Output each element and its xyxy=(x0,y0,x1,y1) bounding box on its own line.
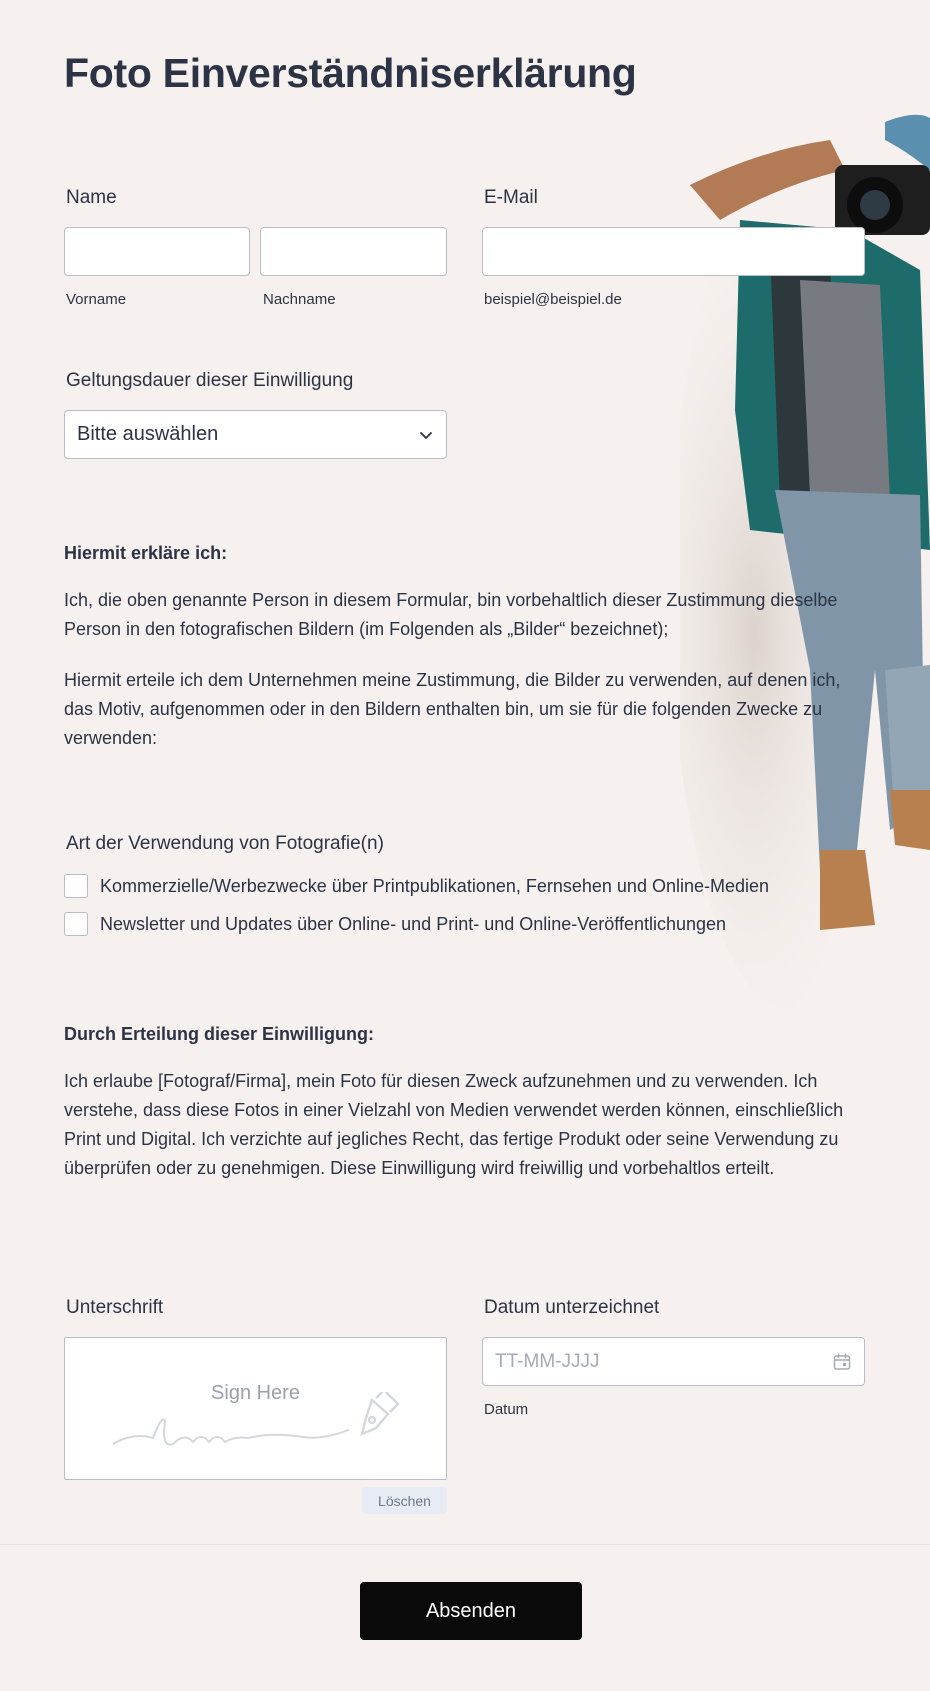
consent-paragraph: Ich erlaube [Fotograf/Firma], mein Foto für diesen Zweck aufzunehmen und zu verwenden. Ich verstehe, dass diese Fotos in einer Vielzahl von Medien verwendet werden können, einschließlich Print und Digital. Ich verzichte auf jegliches Recht, das fertige Produkt oder seine Verwendung zu überprüfen oder zu genehmigen. Diese Einwilligung wird freiwillig und vorbehaltlos erteilt. xyxy=(64,1071,844,1178)
usage-option-label: Newsletter und Updates über Online- und Print- und Online-Veröffentlichungen xyxy=(100,913,727,934)
checkbox[interactable] xyxy=(64,912,88,936)
submit-button[interactable]: Absenden xyxy=(360,1582,582,1640)
date-sublabel: Datum xyxy=(484,1401,529,1418)
first-name-sublabel: Vorname xyxy=(66,291,127,308)
date-label: Datum unterzeichnet xyxy=(484,1297,660,1318)
chevron-down-icon xyxy=(418,427,434,443)
last-name-sublabel: Nachname xyxy=(263,291,336,308)
duration-selected-value: Bitte auswählen xyxy=(77,423,219,445)
date-placeholder: TT-MM-JJJJ xyxy=(495,1350,600,1372)
usage-option-commercial[interactable] xyxy=(64,874,769,898)
usage-option-newsletter[interactable] xyxy=(64,912,726,936)
calendar-icon[interactable] xyxy=(832,1352,852,1372)
declaration-paragraph-2: Hiermit erteile ich dem Unternehmen meine Zustimmung, die Bilder zu verwenden, auf denen ich, das Motiv, aufgenommen oder in den Bildern enthalten bin, um sie für die folgenden Zwecke zu verwenden: xyxy=(64,670,841,748)
last-name-input[interactable] xyxy=(260,227,447,276)
first-name-input[interactable] xyxy=(64,227,250,276)
date-input[interactable] xyxy=(482,1337,865,1386)
declaration-paragraph-1: Ich, die oben genannte Person in diesem Formular, bin vorbehaltlich dieser Zustimmung dieselbe Person in den fotografischen Bildern (im Folgenden als „Bilder“ bezeichnet); xyxy=(64,590,838,639)
consent-heading: Durch Erteilung dieser Einwilligung: xyxy=(64,1024,375,1044)
signature-placeholder: Sign Here xyxy=(211,1382,300,1404)
duration-label: Geltungsdauer dieser Einwilligung xyxy=(66,370,354,391)
clear-signature-button[interactable]: Löschen xyxy=(362,1487,447,1514)
footer-divider xyxy=(0,1544,930,1545)
declaration-heading: Hiermit erkläre ich: xyxy=(64,543,228,563)
email-label: E-Mail xyxy=(484,187,538,208)
name-label: Name xyxy=(66,187,117,208)
signature-label: Unterschrift xyxy=(66,1297,164,1318)
email-input[interactable] xyxy=(482,227,865,276)
signature-pad[interactable] xyxy=(64,1337,447,1480)
duration-select[interactable] xyxy=(64,410,447,459)
checkbox[interactable] xyxy=(64,874,88,898)
email-sublabel: beispiel@beispiel.de xyxy=(484,291,622,308)
usage-option-label: Kommerzielle/Werbezwecke über Printpublikationen, Fernsehen und Online-Medien xyxy=(100,875,770,896)
usage-label: Art der Verwendung von Fotografie(n) xyxy=(66,833,384,854)
page-title: Foto Einverständniserklärung xyxy=(64,50,637,96)
signature-pen-icon xyxy=(113,1392,403,1462)
